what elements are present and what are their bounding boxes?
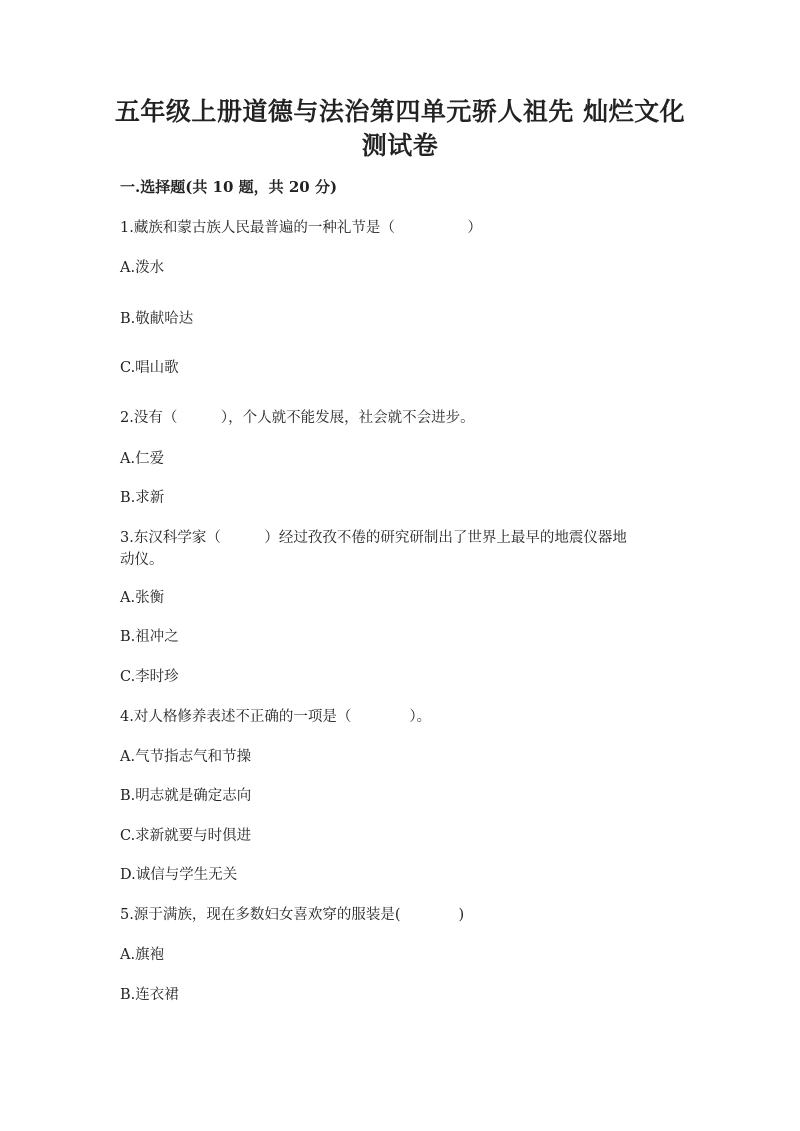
- question-4-option-d: D.诚信与学生无关: [120, 867, 238, 883]
- question-4-option-a: A.气节指志气和节操: [120, 749, 252, 765]
- question-3-option-c: C.李时珍: [120, 669, 179, 685]
- question-4-option-c: C.求新就要与时俱进: [120, 828, 252, 844]
- question-1-stem: 1.藏族和蒙古族人民最普遍的一种礼节是（ ）: [120, 220, 482, 236]
- question-2-stem: 2.没有（ ），个人就不能发展，社会就不会进步。: [120, 410, 475, 426]
- question-5-option-b: B.连衣裙: [120, 987, 179, 1003]
- question-3-stem-line-2: 动仪。: [120, 552, 164, 568]
- question-1-option-b: B.敬献哈达: [120, 311, 194, 327]
- question-3-stem-line-1: 3.东汉科学家（ ）经过孜孜不倦的研究研制出了世界上最早的地震仪器地: [120, 530, 627, 546]
- question-3-option-b: B.祖冲之: [120, 629, 179, 645]
- question-5-stem: 5.源于满族，现在多数妇女喜欢穿的服装是( ): [120, 907, 465, 923]
- question-3-option-a: A.张衡: [120, 590, 165, 606]
- question-4-stem: 4.对人格修养表述不正确的一项是（ ）。: [120, 709, 432, 725]
- question-5-option-a: A.旗袍: [120, 947, 165, 963]
- question-1-option-a: A.泼水: [120, 260, 165, 276]
- question-2-option-a: A.仁爱: [120, 451, 165, 467]
- question-1-option-c: C.唱山歌: [120, 360, 179, 376]
- question-2-option-b: B.求新: [120, 490, 165, 506]
- question-4-option-b: B.明志就是确定志向: [120, 788, 252, 804]
- document-title-line-1: 五年级上册道德与法治第四单元骄人祖先 灿烂文化: [114, 97, 686, 126]
- document-title-line-2: 测试卷: [361, 131, 439, 160]
- section-heading: 一.选择题(共 10 题，共 20 分): [120, 178, 338, 196]
